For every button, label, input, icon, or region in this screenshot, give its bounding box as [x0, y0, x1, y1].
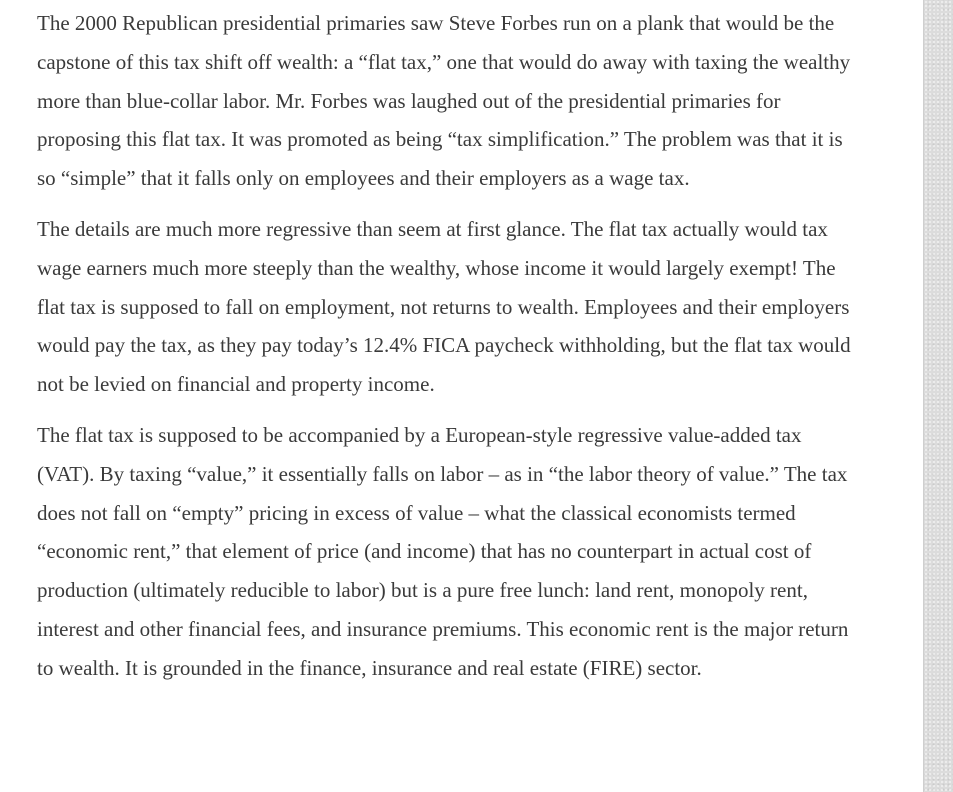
- right-gutter-texture: [923, 0, 953, 792]
- article-body: [37, 4, 857, 700]
- paragraph-regressive-details: The details are much more regressive than seem at first glance. The flat tax actually would tax wage earners much more steeply than the wealthy, whose income it would largely exempt! The flat tax is supposed to fall on employment, not returns to wealth. Employees and their employers would pay the tax, as they pay today’s 12.4% FICA paycheck withholding, but the flat tax would not be levied on financial and property income.: [37, 216, 851, 397]
- paragraph-vat: The flat tax is supposed to be accompanied by a European-style regressive value-added tax (VAT). By taxing “value,” it essentially falls on labor – as in “the labor theory of value.” The tax does not fall on “empty” pricing in excess of value – what the classical economists termed “economic rent,” that element of price (and income) that has no counterpart in actual cost of production (ultimately reducible to labor) but is a pure free lunch: land rent, monopoly rent, interest and other financial fees, and insurance premiums. This economic rent is the major return to wealth. It is grounded in the finance, insurance and real estate (FIRE) sector.: [37, 422, 849, 680]
- paragraph-flat-tax-intro: The 2000 Republican presidential primaries saw Steve Forbes run on a plank that would be the capstone of this tax shift off wealth: a “flat tax,” one that would do away with taxing the wealthy more than blue-collar labor. Mr. Forbes was laughed out of the presidential primaries for proposing this flat tax. It was promoted as being “tax simplification.” The problem was that it is so “simple” that it falls only on employees and their employers as a wage tax.: [37, 11, 851, 191]
